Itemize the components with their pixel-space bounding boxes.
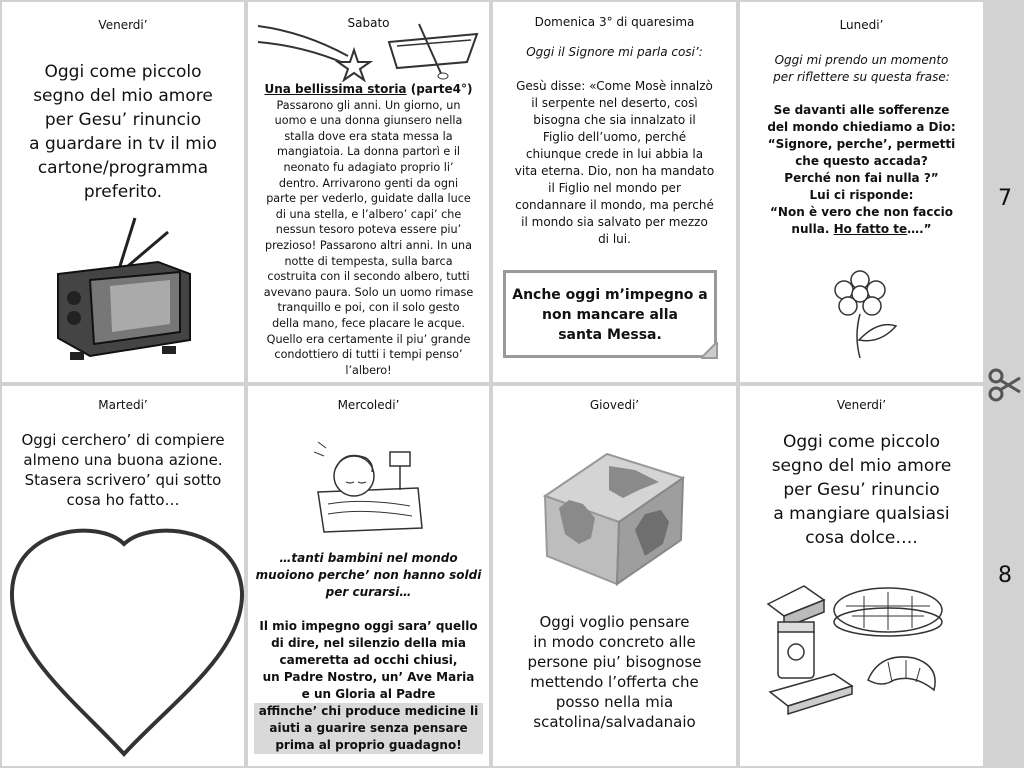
card-sabato — [248, 2, 489, 382]
page-number-8: 8 — [998, 563, 1012, 588]
sweets-icon — [764, 582, 964, 718]
commitment-note: Anche oggi m’impegno a non mancare alla santa Messa. — [503, 270, 717, 358]
shooting-star-icon — [254, 12, 374, 82]
day-label: Venerdi’ — [98, 18, 148, 32]
card-venerdi-1 — [2, 2, 244, 382]
scissors-icon — [988, 368, 1022, 402]
story-title: Una bellissima storia — [264, 82, 407, 96]
page-number-7: 7 — [998, 186, 1012, 211]
heart-outline — [6, 522, 244, 762]
card-text: Oggi come piccolo segno del mio amore per Gesu’ rinuncio a mangiare qualsiasi cosa dolce…. — [771, 432, 952, 548]
card-giovedi — [493, 386, 736, 766]
hand-dice-icon — [539, 448, 689, 588]
day-label: Mercoledi’ — [337, 398, 400, 412]
commitment-text: Il mio impegno oggi sara’ quello di dire, nel silenzio della mia cameretta ad occhi chiusi, un Padre Nostro, un’ Ave Maria e un Gloria al Padre affinche’ chi produce medicine li aiuti a guarire senza pensare prima al proprio guadagno! — [248, 618, 489, 754]
card-text: Oggi voglio pensare in modo concreto alle persone piu’ bisognose mettendo l’offerta che posso nella mia scatolina/salvadanaio — [527, 613, 702, 731]
day-label: Martedi’ — [98, 398, 148, 412]
card-domenica — [493, 2, 736, 382]
reflection-text: Se davanti alle sofferenze del mondo chiediamo a Dio: “Signore, perche’, permetti che questo accada? Perché non fai nulla ?” Lui ci risponde: “Non è vero che non faccio nulla. Ho fatto te….” — [767, 103, 956, 236]
card-martedi — [2, 386, 244, 766]
day-label: Lunedi’ — [839, 18, 884, 32]
card-text: Oggi cerchero’ di compiere almeno una buona azione. Stasera scrivero’ qui sotto cosa ho fatto… — [21, 431, 225, 509]
intro-text: …tanti bambini nel mondo muoiono perche’ non hanno soldi per curarsi… — [255, 551, 482, 599]
day-label: Domenica 3° di quaresima — [534, 15, 695, 29]
rowboat-icon — [383, 16, 483, 82]
card-lunedi — [740, 2, 983, 382]
intro-text: Oggi il Signore mi parla cosi’: — [526, 45, 703, 59]
day-label: Venerdi’ — [836, 398, 887, 412]
television-icon — [50, 214, 200, 364]
card-venerdi-2 — [740, 386, 983, 766]
note-corner-fold — [701, 342, 723, 364]
card-text: Oggi come piccolo segno del mio amore per Gesu’ rinuncio a guardare in tv il mio cartone/programma preferito. — [29, 62, 217, 202]
story-text: Una bellissima storia (parte4°) Passarono gli anni. Un giorno, un uomo e una donna giunsero nella stalla dove era stata messa la mangiatoia. La donna partorì e il neonato fu adagiato proprio li’ dentro. Arrivarono genti da ogni parte per vederlo, guidate dalla luce di una stella, e l’albero’ capi’ che nessun tesoro poteva essere piu’ prezioso! Passarono altri anni. In una notte di tempesta, sulla barca costruita con il secondo albero, tutti avevano paura. Solo un uomo rimase tranquillo e poi, con il solo gesto della mano, fece placare le acque. Quello era certamente il piu’ grande condottiero di tutti i tempi penso’ l’albero! — [263, 82, 474, 377]
gospel-text: Gesù disse: «Come Mosè innalzò il serpente nel deserto, così bisogna che sia innalzato il Figlio dell’uomo, perché chiunque crede in lui abbia la vita eterna. Dio, non ha mandato il Figlio nel mondo per condannare il mondo, ma perché il mondo sia salvato per mezzo di lui. — [514, 79, 715, 246]
day-label: Sabato — [347, 16, 390, 30]
highlighted-text: affinche’ chi produce medicine li aiuti a guarire senza pensare prima al proprio guadagno! — [254, 703, 483, 754]
sleeping-child-icon — [314, 432, 426, 536]
card-mercoledi — [248, 386, 489, 766]
day-label: Giovedi’ — [589, 398, 640, 412]
flower-icon — [830, 270, 900, 360]
intro-text: Oggi mi prendo un momento per riflettere su questa frase: — [773, 53, 950, 84]
